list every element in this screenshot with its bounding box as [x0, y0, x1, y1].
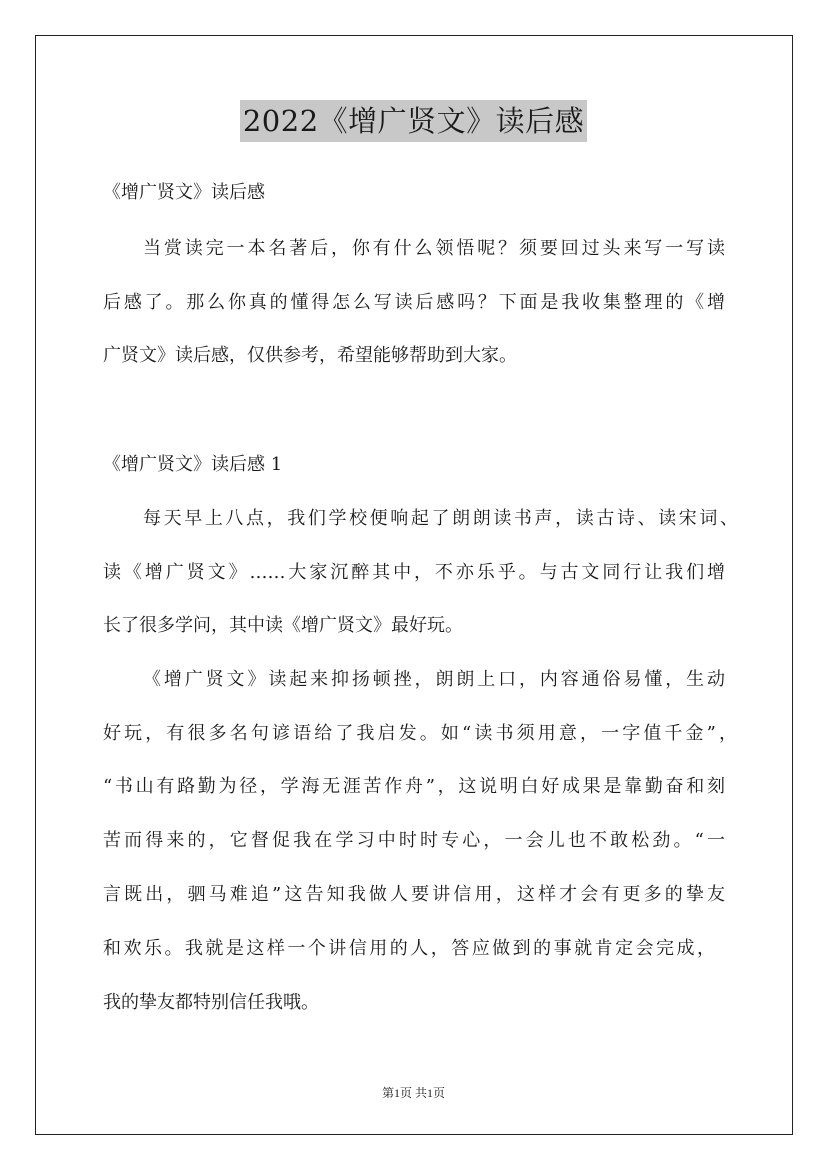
- subtitle: 《增广贤文》读后感: [103, 182, 265, 203]
- body-line: 读《增广贤文》……大家沉醉其中，不亦乐乎。与古文同行让我们增: [103, 562, 725, 583]
- body-line: “书山有路勤为径，学海无涯苦作舟”，这说明白好成果是靠勤奋和刻: [103, 776, 725, 797]
- body-line: 我的挚友都特别信任我哦。: [103, 992, 319, 1013]
- intro-line: 当赏读完一本名著后，你有什么领悟呢？须要回过头来写一写读: [143, 238, 725, 259]
- document-title: 2022《增广贤文》读后感: [240, 100, 587, 142]
- body-line: 好玩，有很多名句谚语给了我启发。如“读书须用意，一字值千金”，: [103, 723, 737, 744]
- intro-line: 后感了。那么你真的懂得怎么写读后感吗？下面是我收集整理的《增: [103, 292, 725, 313]
- page-footer: 第1页 共1页: [381, 1086, 445, 1100]
- body-line: 《增广贤文》读起来抑扬顿挫，朗朗上口，内容通俗易懂，生动: [143, 669, 725, 690]
- title-container: [0, 100, 827, 142]
- body-line: 长了很多学问，其中读《增广贤文》最好玩。: [103, 615, 463, 636]
- section-heading: 《增广贤文》读后感 1: [103, 454, 283, 475]
- body-line: 每天早上八点，我们学校便响起了朗朗读书声，读古诗、读宋词、: [143, 508, 738, 529]
- body-line: 苦而得来的，它督促我在学习中时时专心，一会儿也不敢松劲。“一: [103, 830, 725, 851]
- body-line: 和欢乐。我就是这样一个讲信用的人，答应做到的事就肯定会完成，: [103, 938, 715, 959]
- body-line: 言既出，驷马难追”这告知我做人要讲信用，这样才会有更多的挚友: [103, 884, 725, 905]
- intro-line: 广贤文》读后感，仅供参考，希望能够帮助到大家。: [103, 345, 517, 366]
